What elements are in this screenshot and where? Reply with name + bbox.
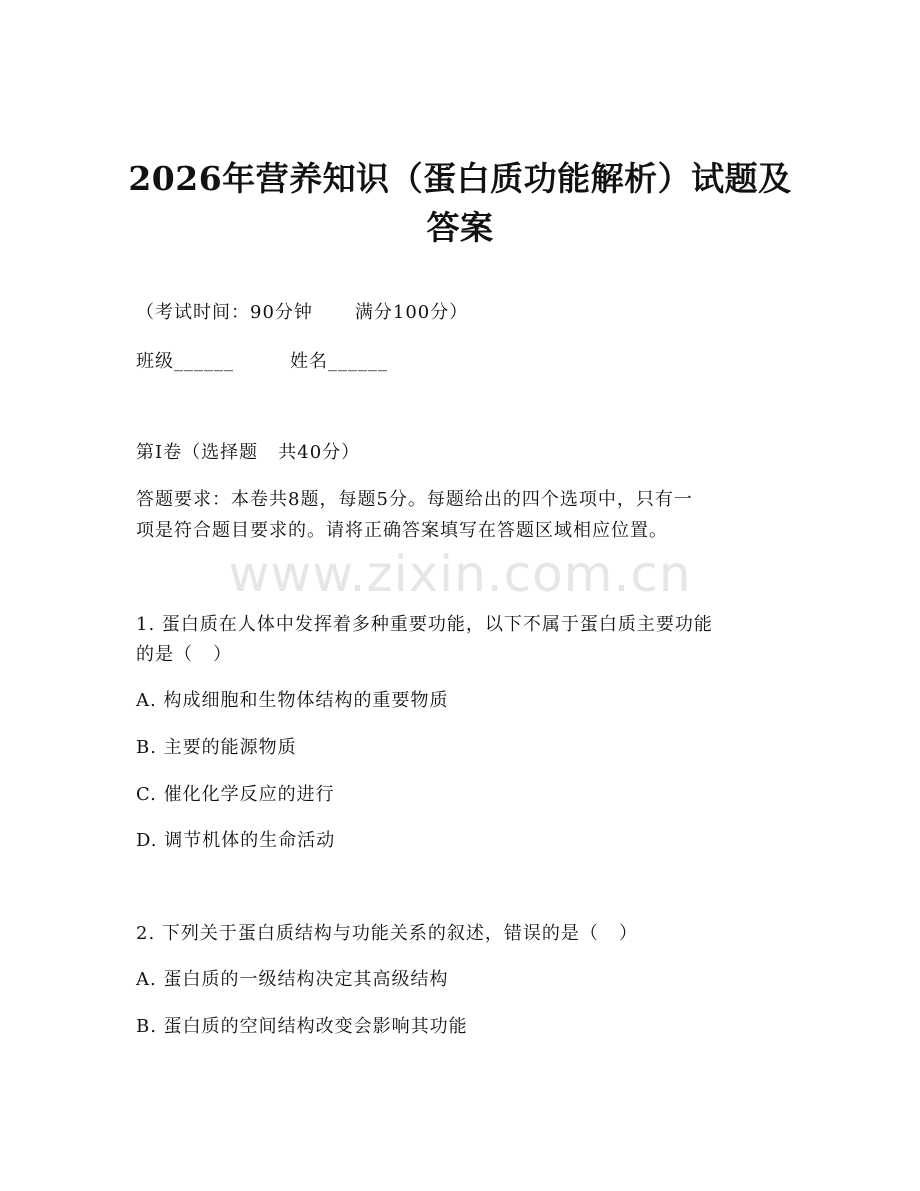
question-2-option-a: A. 蛋白质的一级结构决定其高级结构 [136, 969, 449, 990]
section-heading: 第I卷（选择题 共40分） [136, 442, 361, 463]
question-1-stem-line-2: 的是（ ） [136, 644, 233, 665]
watermark-text: www.zixin.com.cn [228, 545, 692, 603]
question-1-option-a: A. 构成细胞和生物体结构的重要物质 [136, 690, 449, 711]
document-title-line-2: 答案 [426, 208, 494, 247]
student-fields [136, 349, 388, 375]
question-1-option-d: D. 调节机体的生命活动 [136, 830, 336, 851]
question-1-option-c: C. 催化化学反应的进行 [136, 784, 335, 805]
exam-time: （考试时间：90分钟 [136, 302, 313, 323]
question-2-stem-line-1: 2. 下列关于蛋白质结构与功能关系的叙述，错误的是（ ） [136, 923, 639, 944]
exam-score: 满分100分） [354, 302, 469, 323]
question-1-option-b: B. 主要的能源物质 [136, 737, 297, 758]
name-field: 姓名______ [290, 351, 388, 372]
question-1-stem-line-1: 1. 蛋白质在人体中发挥着多种重要功能，以下不属于蛋白质主要功能 [136, 614, 713, 635]
document-title-line-1: 2026年营养知识（蛋白质功能解析）试题及 [128, 159, 792, 198]
question-2-option-b: B. 蛋白质的空间结构改变会影响其功能 [136, 1016, 468, 1037]
exam-info [136, 300, 468, 326]
class-field: 班级______ [136, 351, 234, 372]
section-requirements-line-1: 答题要求：本卷共8题，每题5分。每题给出的四个选项中，只有一 [136, 489, 693, 510]
section-requirements-line-2: 项是符合题目要求的。请将正确答案填写在答题区域相应位置。 [136, 520, 668, 541]
